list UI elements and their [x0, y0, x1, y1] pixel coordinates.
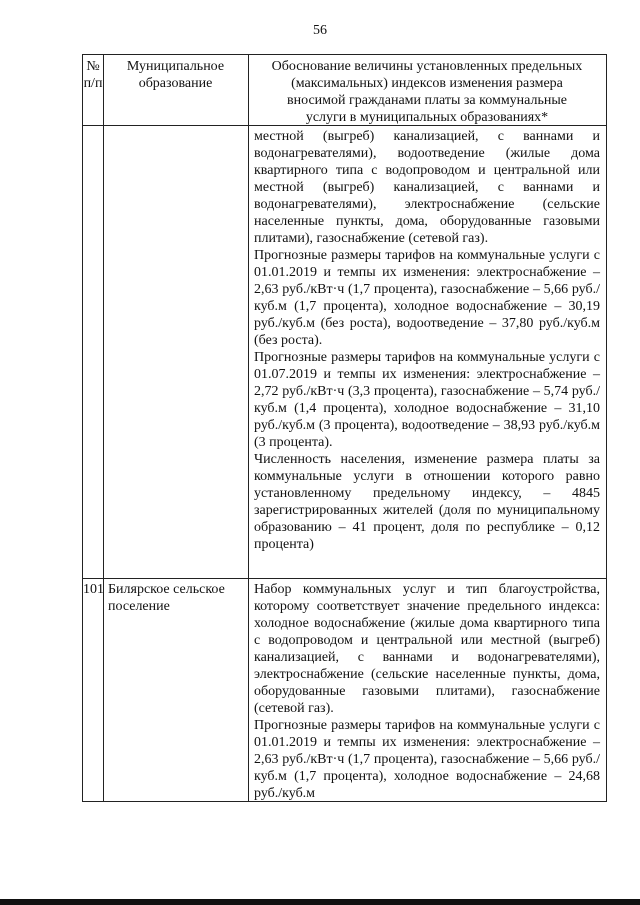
- scan-edge: [0, 899, 640, 905]
- continued-row-text: [254, 128, 600, 553]
- header-municipality: [103, 58, 248, 92]
- page-number: 56: [313, 23, 327, 38]
- paragraph: Прогнозные размеры тарифов на коммунальные услуги с 01.01.2019 и темпы их изменения: электроснабжение – 2,63 руб./кВт·ч (1,7 процента), газоснабжение – 5,66 руб./куб.м (1,7 процента), холодное водоснабжение – 24,68 руб./куб.м: [254, 718, 600, 801]
- row-number: 101: [83, 582, 104, 597]
- municipality-name: Билярское сельское поселение: [108, 582, 225, 614]
- row-101-text: [254, 581, 600, 802]
- row-divider: [83, 578, 606, 579]
- header-line: Муниципальное: [126, 59, 225, 74]
- paragraph: Прогнозные размеры тарифов на коммунальные услуги с 01.01.2019 и темпы их изменения: электроснабжение – 2,63 руб./кВт·ч (1,7 процента), газоснабжение – 5,66 руб./куб.м (1,7 процента), холодное водоснабжение – 30,19 руб./куб.м (без роста), водоотведение – 37,80 руб./куб.м (без роста).: [254, 248, 600, 348]
- column-divider: [248, 55, 249, 801]
- header-line: услуги в муниципальных образованиях*: [305, 110, 549, 125]
- header-line: №: [86, 59, 100, 74]
- paragraph: Набор коммунальных услуг и тип благоустройства, которому соответствует значение предельного индекса: холодное водоснабжение (жилые дома квартирного типа с водопроводом и центральной или местной (выгреб) канализацией, с ваннами и водонагревателями), электроснабжение (сельские населенные пункты, дома, оборудованные газовыми плитами), газоснабжение (сетевой газ).: [254, 582, 600, 716]
- header-row-number: [83, 58, 103, 92]
- column-divider: [103, 55, 104, 801]
- paragraph: Прогнозные размеры тарифов на коммунальные услуги с 01.07.2019 и темпы их изменения: электроснабжение – 2,72 руб./кВт·ч (3,3 процента), газоснабжение – 5,74 руб./куб.м (1,4 процента), холодное водоснабжение – 31,10 руб./куб.м (3 процента), водоотведение – 38,93 руб./куб.м (3 процента).: [254, 350, 600, 450]
- paragraph: местной (выгреб) канализацией, с ваннами и водонагревателями), водоотведение (жилые дома квартирного типа с водопроводом и центральной или местной (выгреб) канализацией, с ваннами и водонагревателями), электроснабжение (сельские населенные пункты, дома, оборудованные газовыми плитами), газоснабжение (сетевой газ).: [254, 129, 600, 246]
- header-basis: [248, 58, 606, 126]
- header-line: п/п: [83, 76, 103, 91]
- header-line: Обоснование величины установленных предельных: [271, 59, 583, 74]
- header-line: вносимой гражданами платы за коммунальные: [287, 93, 567, 108]
- header-line: образование: [138, 76, 213, 91]
- header-line: (максимальных) индексов изменения размера: [291, 76, 563, 91]
- paragraph: Численность населения, изменение размера платы за коммунальные услуги в отношении которого равно установленному предельному индексу, – 4845 зарегистрированных жителей (доля по муниципальному образованию – 41 процент, доля по республике – 0,12 процента): [254, 452, 600, 552]
- tariff-index-table: [82, 54, 607, 802]
